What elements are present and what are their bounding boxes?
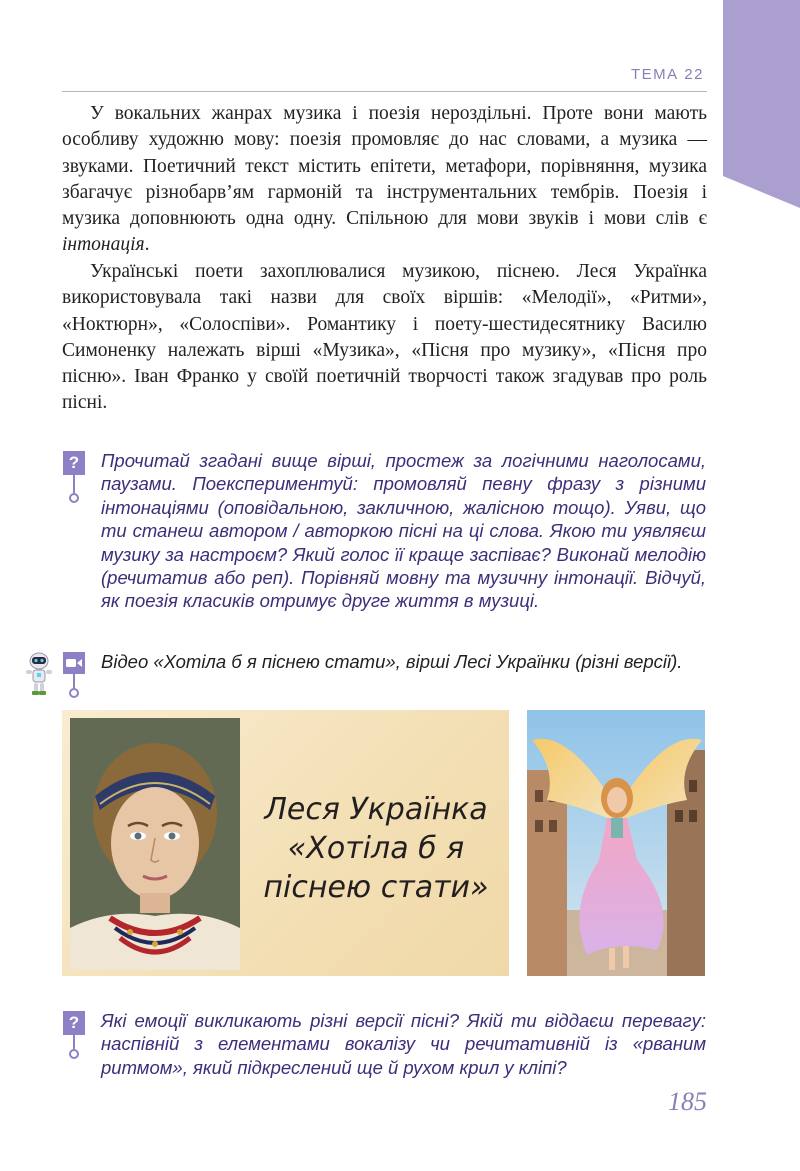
- angel-video-still[interactable]: [527, 710, 705, 976]
- banner-title-line-2: «Хотіла б я: [287, 831, 465, 866]
- paragraph-text: У вокальних жанрах музика і поезія нероздільні. Проте вони мають особливу художню мову: поезія промовляє до нас словами, а музика — звуками. Поетичний текст містить епітети, метафори, порівняння, музика збагачує різнобарв’ям гармоній та інструментальних тембрів. Поезія і музика доповнюють одна одну. Спільною для мови звуків і мови слів є: [62, 103, 707, 230]
- task-marker-1: [63, 451, 85, 503]
- paragraph-vocal-genres: [62, 101, 707, 259]
- video-marker: [63, 652, 85, 698]
- robot-icon: [22, 652, 56, 696]
- question-icon: ?: [63, 451, 85, 475]
- task-2-text: Які емоції викликають різні версії пісні? Якій ти віддаєш перевагу: наспівній з елементами вокалізу чи речитативній із «рваним ритмом», який підкреслений ще й рухом крил у кліпі?: [101, 1010, 706, 1078]
- banner-title-line-1: Леся Українка: [264, 792, 488, 827]
- task-1-text: Прочитай згадані вище вірші, простеж за логічними наголосами, паузами. Поекспериментуй: промовляй певну фразу з різними інтонаціями (оповідальною, закличною, жалісною тощо). Уяви, що ти станеш автором / авторкою пісні на ці слова. Якою ти уявляєш музику за настроєм? Який голос її краще заспіває? Виконай мелодію (речитатив або реп). Порівняй мовну та музичну інтонації. Відчуй, як поезія класиків отримує друге життя в музиці.: [101, 450, 706, 612]
- lesya-ukrainka-portrait: [70, 718, 240, 970]
- emphasis-intonation: інтонація: [62, 234, 145, 256]
- banner-title-line-3: піснею стати»: [263, 870, 489, 905]
- paragraph-end: .: [144, 234, 150, 256]
- banner-title: [254, 790, 498, 907]
- theme-label: ТЕМА 22: [630, 66, 704, 83]
- header-divider: [62, 91, 707, 92]
- video-banner[interactable]: [62, 710, 509, 976]
- video-camera-icon: [63, 652, 85, 674]
- question-icon: ?: [63, 1011, 85, 1035]
- paragraph-poets: Українські поети захоплювалися музикою, піснею. Леся Українка використовувала такі назви для своїх віршів: «Мелодії», «Ритми», «Ноктюрн», «Солоспіви». Романтику і поету-шестидесятнику Василю Симоненку належать вірші «Музика», «Пісня про музику», «Пісня про пісню». Іван Франко у своїй поетичній творчості також згадував про роль пісні.: [62, 261, 707, 414]
- task-marker-2: [63, 1011, 85, 1059]
- video-link-text[interactable]: Відео «Хотіла б я піснею стати», вірші Лесі Українки (різні версії).: [101, 651, 683, 672]
- page-number: 185: [668, 1087, 707, 1116]
